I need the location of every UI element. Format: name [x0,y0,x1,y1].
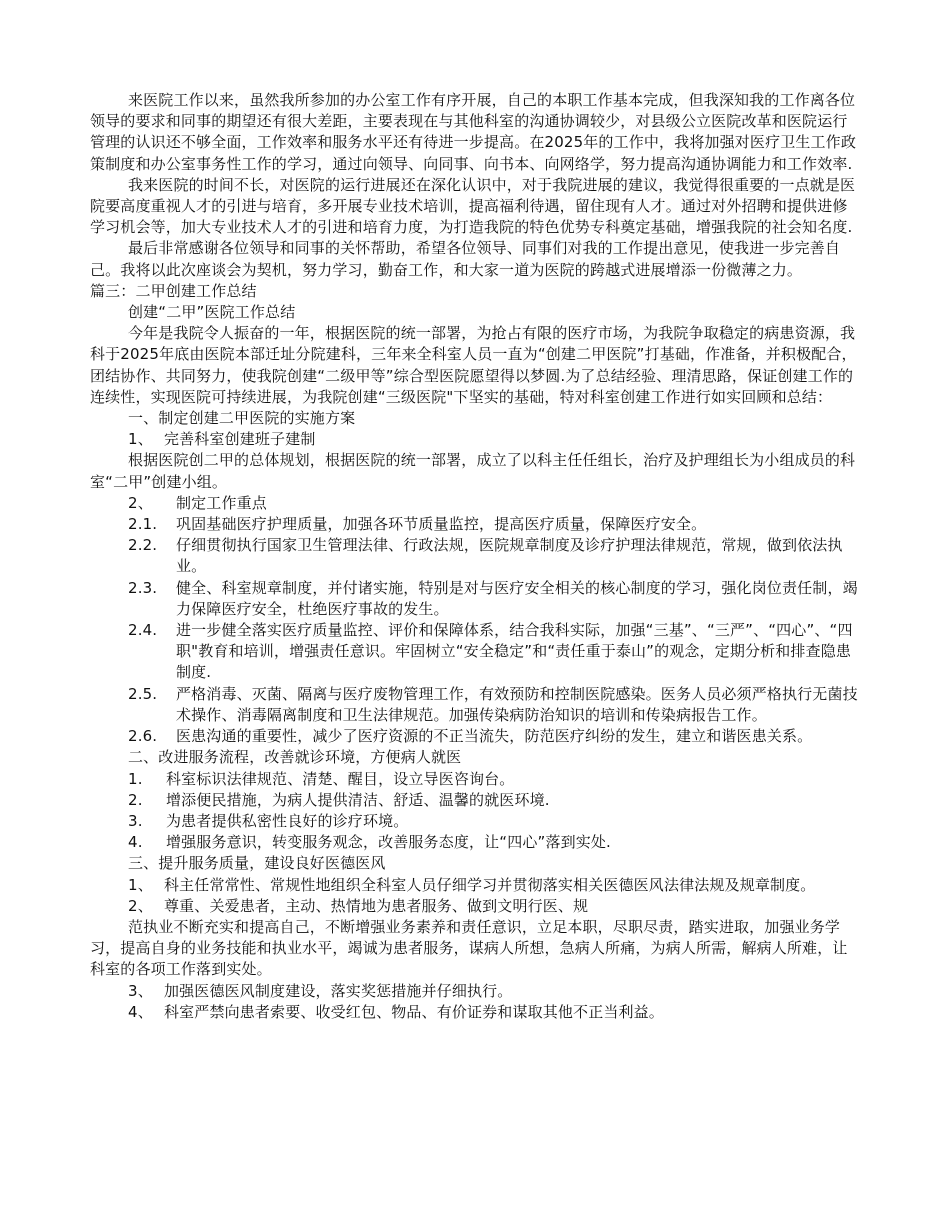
section-title: 篇三：二甲创建工作总结 [90,281,257,300]
list-item [90,811,860,832]
heading: 三、提升服务质量，建设良好医德医风 [128,854,386,873]
paragraph: 来医院工作以来，虽然我所参加的办公室工作有序开展，自己的本职工作基本完成，但我深知我的工作离各位领导的要求和同事的期望还有很大差距，主要表现在与其他科室的沟通协调较少，对县级公立医院改革和医院运行管理的认识还不够全面，工作效率和服务水平还有待进一步提高。在2025年的工作中，我将加强对医疗卫生工作政策制度和办公室事务性工作的学习，通过向领导、向同事、向书本、向网络学，努力提高沟通协调能力和工作效率. [90,91,856,173]
list-item [90,790,860,811]
subheading [90,429,860,450]
item-text: 科室严禁向患者索要、收受红包、物品、有价证券和谋取其他不正当利益。 [164,1002,664,1021]
item-number: 3、 [128,981,153,1000]
item-number: 1. [128,769,143,788]
heading: 一、制定创建二甲医院的实施方案 [128,409,356,428]
item-number: 4、 [128,1002,153,1021]
item-number: 2.2. [128,536,158,555]
item-number: 2、 [128,896,153,915]
item-text: 尊重、关爱患者，主动、热情地为患者服务、做到文明行医、规 [164,896,589,915]
item-text: 进一步健全落实医疗质量监控、评价和保障体系，结合我科实际，加强“三基”、“三严”、“四心”、“四职"教育和培训，增强责任意识。牢固树立“安全稳定”和“责任重于泰山”的观念，定期分析和排查隐患制度. [176,621,853,682]
paragraph: 最后非常感谢各位领导和同事的关怀帮助，希望各位领导、同事们对我的工作提出意见，使我进一步完善自己。我将以此次座谈会为契机，努力学习，勤奋工作，和大家一道为医院的跨越式进展增添一份微薄之力。 [90,239,841,279]
list-item [90,769,860,790]
item-text: 巩固基础医疗护理质量，加强各环节质量监控，提高医疗质量，保障医疗安全。 [176,515,707,534]
list-item [90,514,860,535]
item-text: 医患沟通的重要性，减少了医疗资源的不正当流失，防范医疗纠纷的发生，建立和谐医患关系。 [176,727,813,746]
item-text: 为患者提供私密性良好的诊疗环境。 [166,811,409,830]
item-text: 仔细贯彻执行国家卫生管理法律、行政法规，医院规章制度及诊疗护理法律规范，常规，做到依法执业。 [176,536,843,576]
item-number: 1、 [128,430,153,449]
item-text: 增强服务意识，转变服务观念，改善服务态度，让“四心”落到实处. [166,833,611,852]
paragraph: 根据医院创二甲的总体规划，根据医院的统一部署，成立了以科主任任组长，治疗及护理组长为小组成员的科室“二甲”创建小组。 [90,451,856,491]
item-number: 2.1. [128,515,158,534]
list-item [90,832,860,853]
item-number: 4. [128,833,143,852]
list-item [90,578,860,620]
document-title: 创建“二甲”医院工作总结 [128,303,296,322]
item-text: 科主任常常性、常规性地组织全科室人员仔细学习并贯彻落实相关医德医风法律法规及规章制度。 [164,875,816,894]
item-text: 制定工作重点 [176,493,267,512]
item-text: 严格消毒、灭菌、隔离与医疗废物管理工作，有效预防和控制医院感染。医务人员必须严格执行无菌技术操作、消毒隔离制度和卫生法律规范。加强传染病防治知识的培训和传染病报告工作。 [176,684,858,724]
item-text: 健全、科室规章制度，并付诸实施，特别是对与医疗安全相关的核心制度的学习，强化岗位责任制，竭力保障医疗安全，杜绝医疗事故的发生。 [176,578,858,618]
item-text: 完善科室创建班子建制 [164,430,316,449]
list-item [90,684,860,726]
item-number: 2、 [128,493,153,512]
item-number: 2. [128,790,143,809]
list-item [90,726,860,747]
item-number: 1、 [128,875,153,894]
item-number: 2.6. [128,727,158,746]
item-text: 增添便民措施，为病人提供清洁、舒适、温馨的就医环境. [166,790,550,809]
subheading [90,493,860,514]
item-text: 科室标识法律规范、清楚、醒目，设立导医咨询台。 [166,769,515,788]
item-number: 2.5. [128,684,158,703]
list-item [90,896,860,917]
paragraph: 我来医院的时间不长，对医院的运行进展还在深化认识中，对于我院进展的建议，我觉得很重要的一点就是医院要高度重视人才的引进与培育，多开展专业技术培训，提高福利待遇，留住现有人才。通过对外招聘和提供进修学习机会等，加大专业技术人才的引进和培育力度，为打造我院的特色优势专科奠定基础，增强我院的社会知名度. [90,175,856,237]
list-item [90,1002,860,1023]
list-item [90,535,860,577]
item-number: 2.3. [128,578,158,597]
item-number: 3. [128,811,143,830]
paragraph: 范执业不断充实和提高自己，不断增强业务素养和责任意识，立足本职，尽职尽责，踏实进取，加强业务学习，提高自身的业务技能和执业水平，竭诚为患者服务，谋病人所想，急病人所痛，为病人所需，解病人所难，让科室的各项工作落到实处。 [90,917,848,979]
paragraph: 今年是我院令人振奋的一年，根据医院的统一部署，为抢占有限的医疗市场，为我院争取稳定的病患资源，我科于2025年底由医院本部迁址分院建科，三年来全科室人员一直为“创建二甲医院”打基础，作准备，并积极配合，团结协作、共同努力，使我院创建“二级甲等”综合型医院愿望得以梦圆.为了总结经验、理清思路，保证创建工作的连续性，实现医院可持续进展，为我院创建“三级医院"下坚实的基础，特对科室创建工作进行如实回顾和总结： [90,324,857,406]
list-item [90,875,860,896]
list-item [90,620,860,684]
list-item [90,981,860,1002]
heading: 二、改进服务流程，改善就诊环境，方便病人就医 [128,748,462,767]
item-number: 2.4. [128,621,158,640]
item-text: 加强医德医风制度建设，落实奖惩措施并仔细执行。 [164,981,513,1000]
